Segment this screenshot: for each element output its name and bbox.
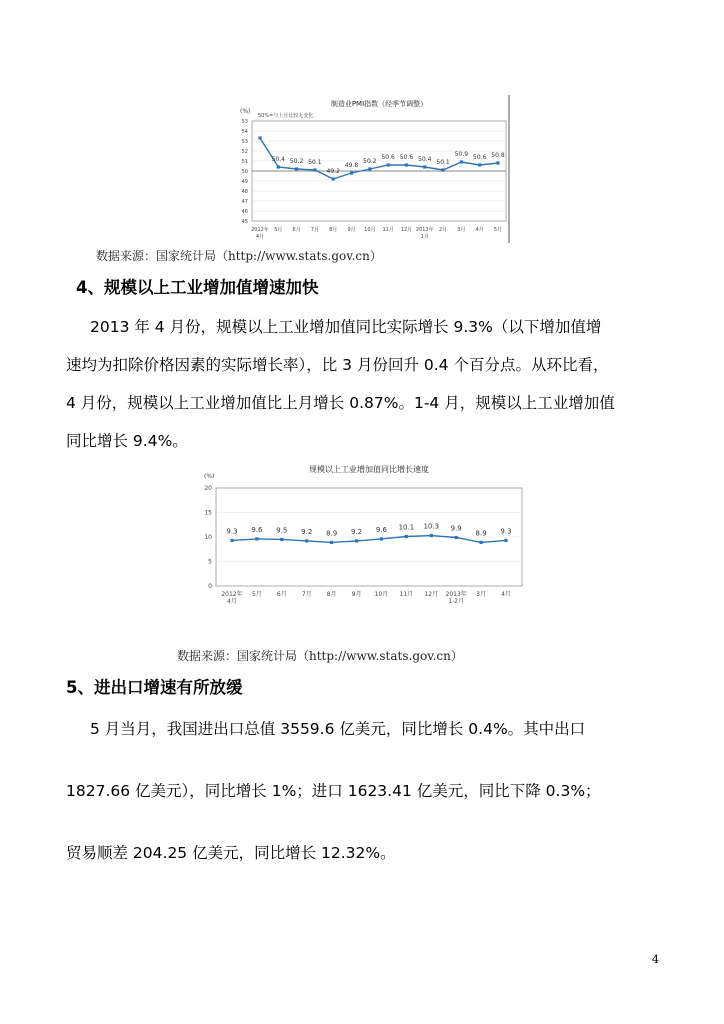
data-point [405,163,408,166]
section4-line-1: 2013 年 4 月份，规模以上工业增加值同比实际增长 9.3%（以下增加值增 [90,318,602,336]
data-label: 50.8 [491,152,505,159]
x-tick-label: 5月 [251,591,262,598]
data-point [387,163,390,166]
data-label: 9.6 [375,525,388,534]
x-tick-label: 3月 [476,591,487,598]
data-label: 50.1 [436,159,450,166]
y-tick-label: 0 [208,583,212,590]
x-tick-label: 9月 [351,591,362,598]
y-tick-label: 20 [204,485,212,492]
section5-line-2: 1827.66 亿美元），同比增长 1%；进口 1623.41 亿美元，同比下降 0.3%； [66,782,601,800]
data-label: 8.9 [326,529,338,538]
data-point [332,177,335,180]
data-point [504,539,507,542]
y-tick-label: 46 [241,209,248,215]
series-line [232,536,506,543]
x-tick-label: 2012年 [251,227,269,233]
data-label: 50.2 [289,158,304,165]
iva-chart-source: 数据来源：国家统计局（http://www.stats.gov.cn） [177,649,463,663]
x-tick-label: 5月 [493,227,503,233]
section4-line-3: 4 月份，规模以上工业增加值比上月增长 0.87%。1-4 月，规模以上工业增加值 [66,394,615,412]
data-point [355,539,358,542]
x-tick-label: 4月 [501,591,511,598]
data-label: 8.9 [475,529,487,538]
x-tick-label: 1-2月 [448,598,465,605]
pmi-chart-svg [228,95,512,243]
data-label: 49.2 [326,168,340,175]
page-number: 4 [652,953,659,966]
data-point [478,163,481,166]
data-point [305,539,308,542]
y-tick-label: 45 [241,219,248,225]
y-tick-label: 47 [241,199,248,205]
section4-heading: 4、规模以上工业增加值增速加快 [76,278,319,297]
x-tick-label: 10月 [364,227,376,233]
x-tick-label: 8月 [326,591,337,598]
x-tick-label: 2013年 [415,227,434,233]
x-tick-label: 1月 [420,234,429,240]
data-point [295,167,298,170]
x-tick-label: 6月 [292,227,301,233]
data-label: 10.1 [398,523,415,532]
x-tick-label: 12月 [400,227,413,233]
iva-chart-svg [196,458,540,633]
section5-line-1: 5 月当月，我国进出口总值 3559.6 亿美元，同比增长 0.4%。其中出口 [90,720,586,738]
section4-line-4: 同比增长 9.4%。 [66,432,188,450]
data-label: 9.2 [350,527,363,536]
data-label: 50.6 [399,154,414,161]
y-tick-label: 51 [241,159,248,165]
data-label: 50.2 [363,158,377,165]
y-tick-label: 50 [241,169,248,175]
y-tick-label: 54 [241,129,248,135]
y-tick-label: 53 [241,119,248,125]
x-tick-label: 4月 [227,598,237,605]
x-tick-label: 8月 [329,227,338,233]
data-point [313,168,316,171]
data-point [405,535,408,538]
data-label: 50.6 [473,154,487,161]
x-tick-label: 3月 [457,227,466,233]
data-label: 9.2 [301,527,313,536]
data-label: 50.6 [381,154,395,161]
data-label: 50.9 [454,151,469,158]
data-point [380,537,383,540]
data-point [441,168,444,171]
data-label: 9.3 [500,527,512,536]
y-tick-label: 15 [204,509,212,517]
data-point [479,541,482,544]
x-tick-label: 2012年 [221,591,243,598]
y-tick-label: 10 [204,534,212,541]
x-tick-label: 2013年 [445,591,467,598]
data-point [258,136,261,139]
x-tick-label: 2月 [438,227,448,233]
chart-title: 规模以上工业增加值同比增长速度 [309,465,429,474]
x-tick-label: 7月 [301,591,312,598]
x-tick-label: 4月 [475,227,484,233]
x-tick-label: 11月 [399,591,414,598]
data-label: 49.8 [344,162,359,169]
y-axis-unit: (%) [240,108,251,115]
data-label: 9.5 [276,526,288,535]
x-tick-label: 9月 [347,227,356,233]
section5-line-3: 贸易顺差 204.25 亿美元，同比增长 12.32%。 [66,844,396,862]
iva-chart [196,458,540,633]
data-label: 9.6 [251,525,263,534]
data-point [460,160,463,163]
data-point [280,538,283,541]
data-point [277,165,280,168]
data-point [455,536,458,539]
data-point [430,534,433,537]
data-label: 9.3 [226,527,238,536]
data-point [496,161,499,164]
y-axis-unit: (%) [204,473,215,480]
data-point [330,541,333,544]
section5-heading: 5、进出口增速有所放缓 [66,678,243,697]
data-label: 9.9 [450,524,462,533]
data-point [368,167,371,170]
pmi-chart [228,95,512,243]
section4-line-2: 速均为扣除价格因素的实际增长率），比 3 月份回升 0.4 个百分点。从环比看， [66,356,609,374]
data-label: 50.4 [271,156,285,163]
x-tick-label: 6月 [276,591,287,598]
data-point [230,539,233,542]
data-label: 50.4 [418,156,432,163]
chart-subtitle: 50%=与上月比较无变化 [258,113,314,119]
y-tick-label: 49 [241,179,248,185]
x-tick-label: 5月 [274,227,283,233]
y-tick-label: 5 [208,558,212,566]
x-tick-label: 4月 [255,234,265,240]
x-tick-label: 7月 [310,227,320,233]
y-tick-label: 52 [241,149,248,155]
y-tick-label: 53 [241,139,248,145]
x-tick-label: 10月 [374,591,389,598]
x-tick-label: 12月 [424,591,439,598]
x-tick-label: 11月 [382,227,394,233]
data-label: 10.3 [423,522,440,531]
data-point [255,537,258,540]
data-label: 50.1 [308,159,322,166]
data-point [350,171,353,174]
data-point [423,165,426,168]
pmi-chart-source: 数据来源：国家统计局（http://www.stats.gov.cn） [96,249,382,263]
chart-title: 制造业PMI指数（经季节调整） [330,100,428,108]
y-tick-label: 48 [241,189,248,195]
